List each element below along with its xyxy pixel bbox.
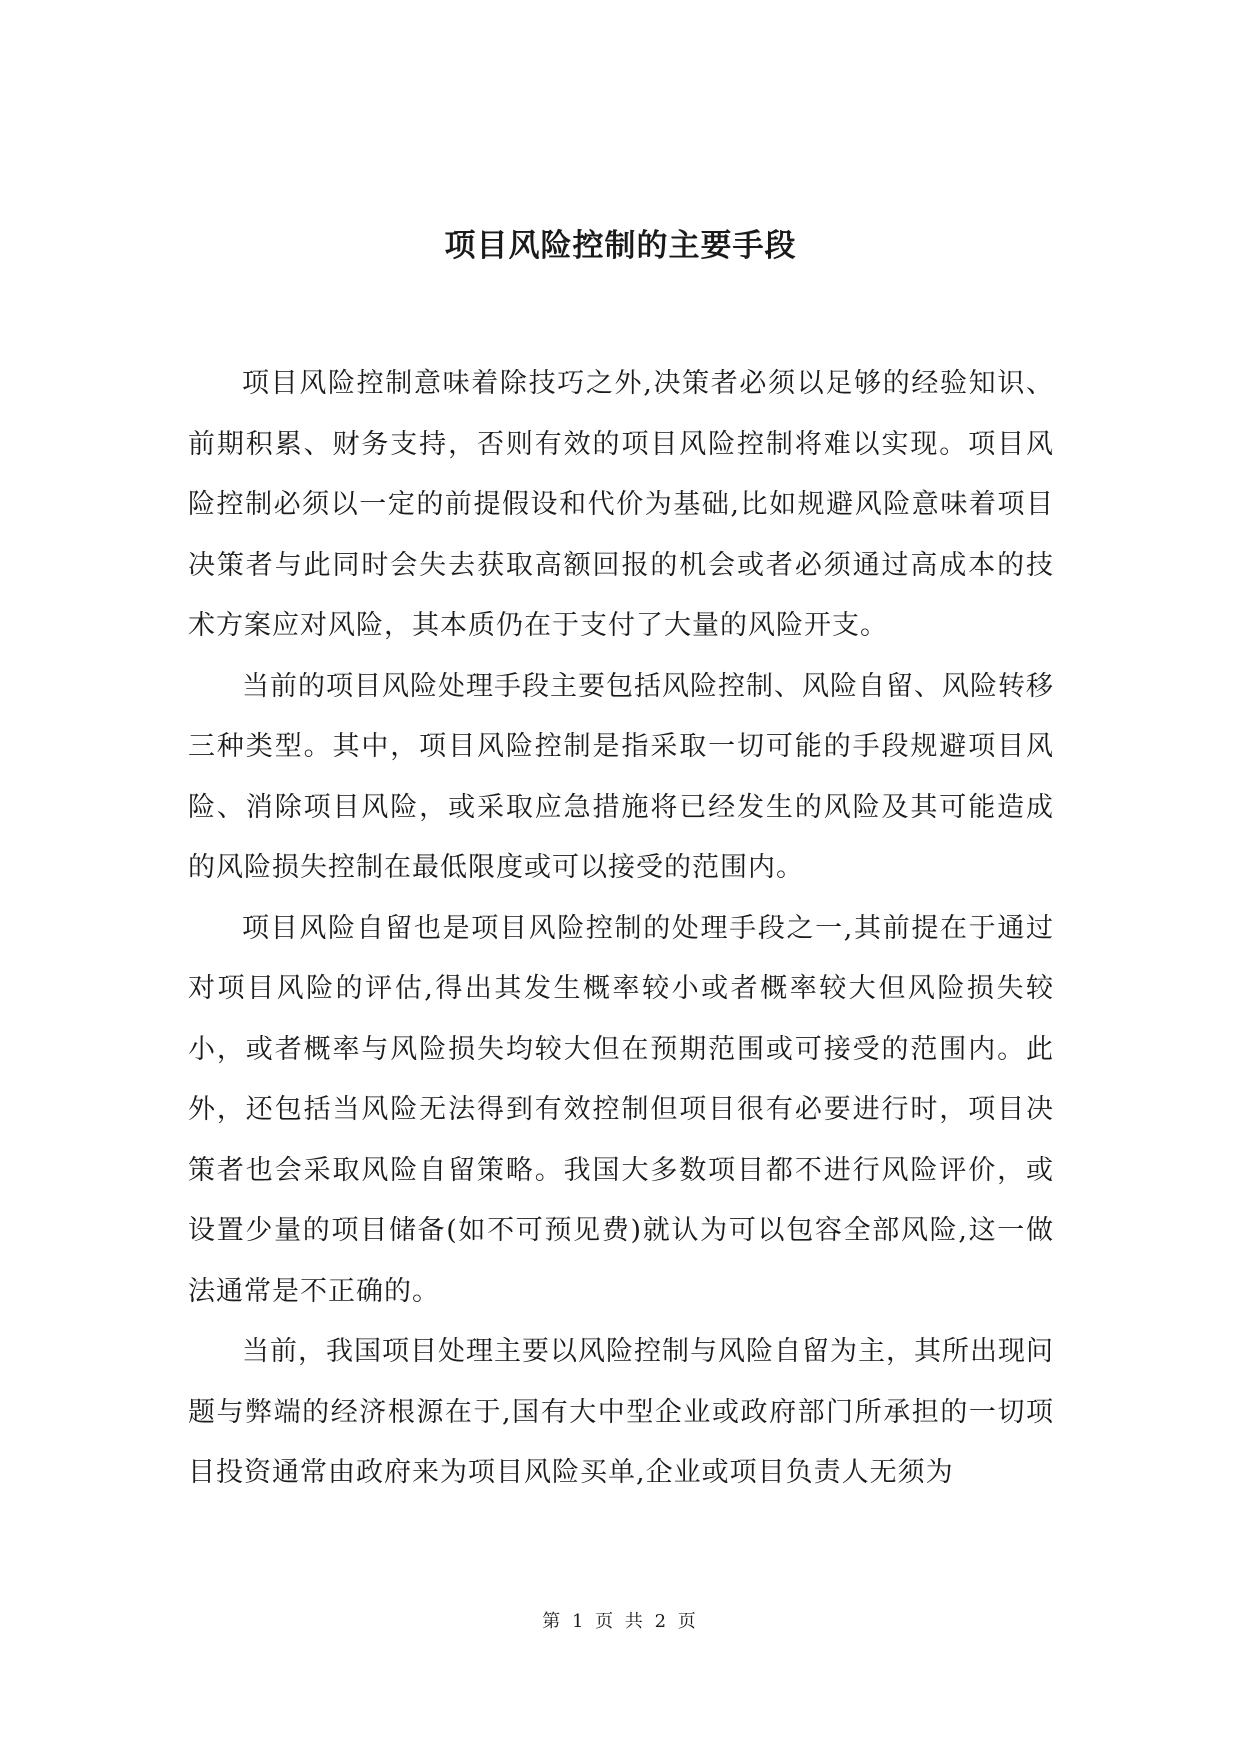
paragraph-4: 当前，我国项目处理主要以风险控制与风险自留为主，其所出现问题与弊端的经济根源在于,国有大中型企业或政府部门所承担的一切项目投资通常由政府来为项目风险买单,企业或项目负责人无须为 [188,1336,1054,1488]
paragraph-2: 当前的项目风险处理手段主要包括风险控制、风险自留、风险转移三种类型。其中，项目风险控制是指采取一切可能的手段规避项目风险、消除项目风险，或采取应急措施将已经发生的风险及其可能造成的风险损失控制在最低限度或可以接受的范围内。 [188,670,1054,883]
page-title: 项目风险控制的主要手段 [444,228,797,264]
document-body [188,354,1054,1504]
paragraph-1: 项目风险控制意味着除技巧之外,决策者必须以足够的经验知识、前期积累、财务支持，否则有效的项目风险控制将难以实现。项目风险控制必须以一定的前提假设和代价为基础,比如规避风险意味着项目决策者与此同时会失去获取高额回报的机会或者必须通过高成本的技术方案应对风险，其本质仍在于支付了大量的风险开支。 [188,368,1054,641]
paragraph-3: 项目风险自留也是项目风险控制的处理手段之一,其前提在于通过对项目风险的评估,得出其发生概率较小或者概率较大但风险损失较小，或者概率与风险损失均较大但在预期范围或可接受的范围内。此外，还包括当风险无法得到有效控制但项目很有必要进行时，项目决策者也会采取风险自留策略。我国大多数项目都不进行风险评价，或设置少量的项目储备(如不可预见费)就认为可以包容全部风险,这一做法通常是不正确的。 [188,912,1054,1307]
page-number-footer: 第 1 页 共 2 页 [542,1611,699,1632]
